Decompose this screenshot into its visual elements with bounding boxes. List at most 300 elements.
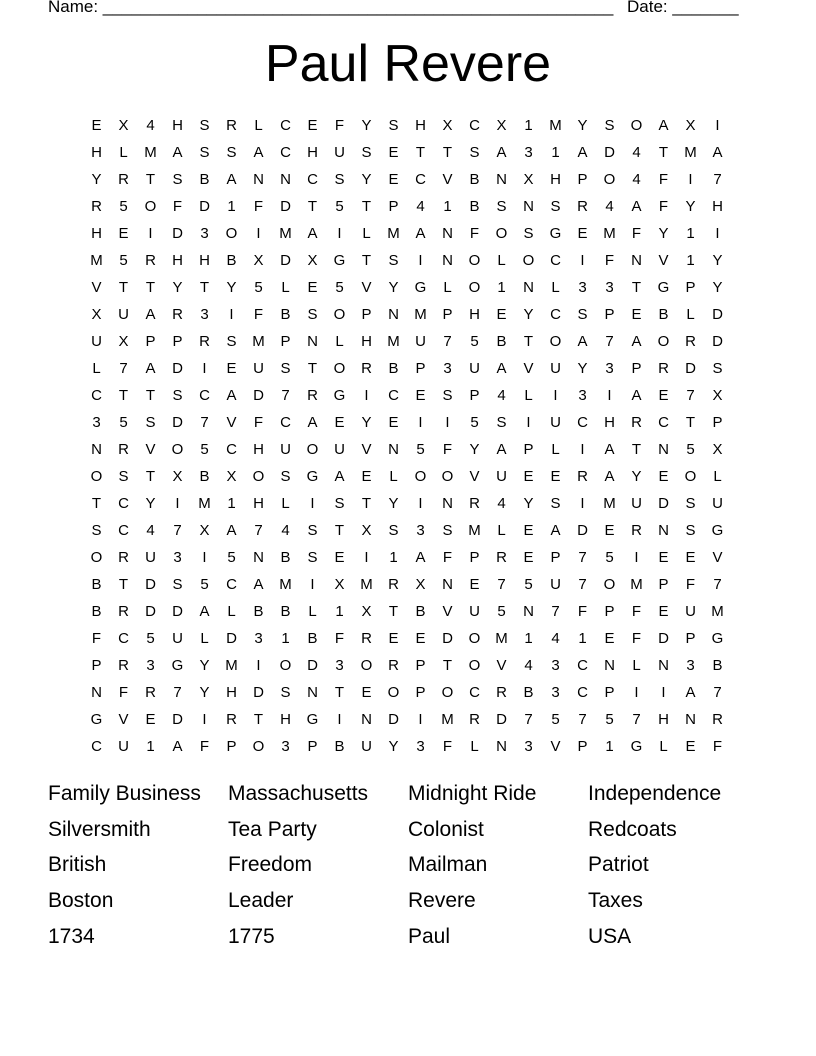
grid-letter: C <box>280 144 291 161</box>
grid-letter: G <box>333 387 346 404</box>
grid-letter: 7 <box>524 711 533 728</box>
grid-letter: G <box>306 468 319 485</box>
grid-letter: P <box>415 657 426 674</box>
grid-letter: E <box>388 414 399 431</box>
grid-letter: I <box>688 171 693 188</box>
grid-letter: S <box>577 306 588 323</box>
word-search-grid <box>83 112 731 760</box>
grid-letter: E <box>334 549 345 566</box>
grid-letter: A <box>604 441 615 458</box>
grid-letter: B <box>253 603 264 620</box>
grid-letter: Y <box>469 441 480 458</box>
grid-letter: X <box>226 468 237 485</box>
grid-letter: S <box>685 495 696 512</box>
grid-letter: T <box>658 144 669 161</box>
grid-letter: 1 <box>605 738 614 755</box>
grid-letter: P <box>226 738 237 755</box>
grid-letter: O <box>522 252 535 269</box>
grid-letter: P <box>172 333 183 350</box>
grid-letter: Y <box>91 171 102 188</box>
grid-letter: 3 <box>92 414 101 431</box>
grid-letter: M <box>387 225 400 242</box>
grid-letter: U <box>469 360 480 377</box>
grid-row <box>83 166 731 193</box>
grid-letter: O <box>414 468 427 485</box>
grid-letter: E <box>658 387 669 404</box>
grid-letter: 3 <box>551 657 560 674</box>
grid-letter: F <box>442 738 453 755</box>
grid-letter: E <box>145 711 156 728</box>
grid-row <box>83 544 731 571</box>
grid-letter: I <box>337 711 342 728</box>
grid-letter: B <box>415 603 426 620</box>
grid-letter: 3 <box>173 549 182 566</box>
grid-letter: M <box>603 495 616 512</box>
grid-letter: R <box>631 522 642 539</box>
grid-letter: O <box>495 225 508 242</box>
grid-letter: S <box>172 171 183 188</box>
grid-letter: 3 <box>578 387 587 404</box>
grid-letter: T <box>145 387 156 404</box>
grid-letter: A <box>226 522 237 539</box>
word-bank-item: Taxes <box>588 889 643 913</box>
grid-letter: I <box>310 576 315 593</box>
grid-letter: 1 <box>524 117 533 134</box>
grid-letter: X <box>685 117 696 134</box>
grid-letter: N <box>253 549 264 566</box>
grid-letter: H <box>604 414 615 431</box>
grid-letter: V <box>145 441 156 458</box>
grid-letter: I <box>337 225 342 242</box>
grid-letter: N <box>523 603 534 620</box>
grid-row <box>83 274 731 301</box>
grid-letter: 1 <box>281 630 290 647</box>
grid-letter: 1 <box>443 198 452 215</box>
grid-letter: M <box>603 225 616 242</box>
grid-letter: A <box>415 549 426 566</box>
grid-letter: E <box>658 549 669 566</box>
grid-letter: X <box>442 117 453 134</box>
grid-letter: 5 <box>119 414 128 431</box>
grid-letter: 5 <box>497 603 506 620</box>
grid-letter: E <box>523 468 534 485</box>
grid-letter: L <box>200 630 209 647</box>
grid-letter: 4 <box>524 657 533 674</box>
grid-letter: A <box>334 468 345 485</box>
grid-letter: Y <box>523 306 534 323</box>
grid-letter: 7 <box>173 522 182 539</box>
grid-letter: R <box>226 711 237 728</box>
grid-letter: C <box>658 414 669 431</box>
grid-letter: F <box>604 252 615 269</box>
grid-letter: E <box>658 468 669 485</box>
grid-letter: Y <box>577 117 588 134</box>
grid-letter: O <box>657 333 670 350</box>
grid-letter: E <box>523 549 534 566</box>
grid-letter: R <box>469 495 480 512</box>
grid-letter: V <box>226 414 237 431</box>
grid-letter: S <box>334 495 345 512</box>
grid-letter: 5 <box>227 549 236 566</box>
grid-letter: N <box>442 225 453 242</box>
grid-letter: T <box>388 603 399 620</box>
grid-letter: C <box>550 306 561 323</box>
grid-letter: 3 <box>146 657 155 674</box>
grid-letter: P <box>415 360 426 377</box>
grid-letter: C <box>577 414 588 431</box>
grid-letter: M <box>711 603 724 620</box>
grid-letter: 5 <box>686 441 695 458</box>
grid-letter: X <box>91 306 102 323</box>
grid-letter: 3 <box>524 144 533 161</box>
grid-letter: 3 <box>443 360 452 377</box>
grid-letter: A <box>496 360 507 377</box>
grid-letter: R <box>469 711 480 728</box>
grid-letter: P <box>469 549 480 566</box>
grid-letter: E <box>604 630 615 647</box>
grid-letter: L <box>632 657 641 674</box>
grid-letter: L <box>551 441 560 458</box>
grid-letter: C <box>415 171 426 188</box>
grid-letter: E <box>388 630 399 647</box>
grid-letter: G <box>630 738 643 755</box>
grid-letter: O <box>252 468 265 485</box>
grid-letter: F <box>469 225 480 242</box>
grid-letter: Y <box>712 252 723 269</box>
grid-letter: B <box>496 333 507 350</box>
grid-letter: C <box>91 738 102 755</box>
grid-letter: I <box>607 387 612 404</box>
grid-letter: M <box>549 117 562 134</box>
grid-letter: 1 <box>389 549 398 566</box>
grid-letter: N <box>307 333 318 350</box>
grid-letter: E <box>631 306 642 323</box>
grid-letter: R <box>712 711 723 728</box>
grid-letter: T <box>145 468 156 485</box>
grid-letter: 4 <box>146 117 155 134</box>
grid-letter: 4 <box>632 171 641 188</box>
grid-letter: S <box>523 225 534 242</box>
grid-letter: 7 <box>713 684 722 701</box>
grid-letter: T <box>334 522 345 539</box>
grid-letter: C <box>91 387 102 404</box>
word-bank-item: Mailman <box>408 853 488 877</box>
grid-letter: R <box>226 117 237 134</box>
grid-letter: B <box>91 576 102 593</box>
grid-letter: A <box>631 198 642 215</box>
grid-letter: S <box>172 387 183 404</box>
grid-letter: 7 <box>605 333 614 350</box>
grid-letter: A <box>712 144 723 161</box>
grid-letter: E <box>685 549 696 566</box>
word-bank-item: Leader <box>228 889 294 913</box>
grid-letter: 1 <box>578 630 587 647</box>
grid-letter: B <box>199 468 210 485</box>
grid-letter: O <box>630 117 643 134</box>
grid-letter: H <box>172 252 183 269</box>
grid-letter: P <box>91 657 102 674</box>
grid-letter: R <box>118 603 129 620</box>
grid-letter: B <box>280 306 291 323</box>
grid-letter: S <box>280 360 291 377</box>
grid-letter: D <box>658 630 669 647</box>
grid-letter: 4 <box>416 198 425 215</box>
grid-letter: E <box>496 306 507 323</box>
grid-letter: M <box>360 576 373 593</box>
grid-letter: R <box>361 360 372 377</box>
grid-letter: N <box>91 684 102 701</box>
grid-letter: X <box>118 117 129 134</box>
grid-letter: O <box>549 333 562 350</box>
grid-letter: L <box>119 144 128 161</box>
grid-letter: O <box>684 468 697 485</box>
grid-letter: I <box>553 387 558 404</box>
grid-letter: S <box>388 252 399 269</box>
grid-letter: S <box>550 495 561 512</box>
grid-letter: 1 <box>686 225 695 242</box>
word-bank-item: 1775 <box>228 924 275 948</box>
grid-letter: 7 <box>686 387 695 404</box>
grid-letter: H <box>307 144 318 161</box>
grid-letter: T <box>442 144 453 161</box>
grid-letter: D <box>280 198 291 215</box>
grid-letter: B <box>91 603 102 620</box>
grid-letter: D <box>172 225 183 242</box>
grid-letter: L <box>497 522 506 539</box>
grid-letter: G <box>306 711 319 728</box>
grid-letter: X <box>172 468 183 485</box>
grid-letter: M <box>630 576 643 593</box>
grid-letter: S <box>307 549 318 566</box>
grid-letter: S <box>685 522 696 539</box>
grid-letter: G <box>711 522 724 539</box>
grid-letter: I <box>715 117 720 134</box>
grid-letter: C <box>118 630 129 647</box>
grid-letter: G <box>711 630 724 647</box>
grid-row <box>83 517 731 544</box>
grid-letter: I <box>202 360 207 377</box>
grid-letter: 7 <box>578 549 587 566</box>
grid-letter: N <box>388 306 399 323</box>
grid-letter: R <box>199 333 210 350</box>
grid-letter: 7 <box>281 387 290 404</box>
grid-letter: B <box>307 630 318 647</box>
grid-letter: E <box>388 171 399 188</box>
grid-letter: F <box>631 630 642 647</box>
grid-letter: B <box>469 171 480 188</box>
grid-letter: 5 <box>605 549 614 566</box>
grid-letter: E <box>388 144 399 161</box>
grid-letter: U <box>550 414 561 431</box>
word-bank-item: Patriot <box>588 853 649 877</box>
grid-letter: C <box>280 117 291 134</box>
grid-letter: I <box>202 711 207 728</box>
grid-letter: N <box>523 279 534 296</box>
grid-letter: 5 <box>335 198 344 215</box>
grid-letter: N <box>442 252 453 269</box>
grid-letter: E <box>361 468 372 485</box>
grid-letter: 3 <box>524 738 533 755</box>
grid-letter: L <box>524 387 533 404</box>
grid-letter: D <box>253 387 264 404</box>
grid-letter: F <box>253 198 264 215</box>
grid-letter: Y <box>226 279 237 296</box>
grid-letter: C <box>118 495 129 512</box>
grid-letter: I <box>256 225 261 242</box>
grid-letter: Y <box>685 198 696 215</box>
grid-letter: A <box>145 306 156 323</box>
grid-letter: E <box>118 225 129 242</box>
grid-letter: F <box>631 603 642 620</box>
grid-letter: S <box>550 198 561 215</box>
grid-letter: L <box>227 603 236 620</box>
grid-letter: 4 <box>605 198 614 215</box>
grid-letter: N <box>658 657 669 674</box>
grid-letter: 1 <box>686 252 695 269</box>
grid-letter: U <box>334 144 345 161</box>
grid-letter: H <box>658 711 669 728</box>
grid-letter: O <box>144 198 157 215</box>
grid-letter: P <box>307 738 318 755</box>
grid-letter: X <box>712 441 723 458</box>
grid-letter: C <box>280 414 291 431</box>
page-title: Paul Revere <box>264 35 552 93</box>
grid-letter: C <box>469 117 480 134</box>
grid-letter: S <box>280 684 291 701</box>
grid-letter: U <box>631 495 642 512</box>
grid-letter: T <box>145 171 156 188</box>
grid-letter: E <box>658 603 669 620</box>
grid-letter: S <box>118 468 129 485</box>
grid-row <box>83 409 731 436</box>
grid-letter: T <box>253 711 264 728</box>
grid-letter: U <box>496 468 507 485</box>
grid-letter: 1 <box>335 603 344 620</box>
grid-letter: N <box>604 657 615 674</box>
grid-letter: B <box>469 198 480 215</box>
grid-letter: T <box>631 441 642 458</box>
grid-letter: C <box>199 387 210 404</box>
grid-letter: E <box>523 522 534 539</box>
grid-letter: M <box>414 306 427 323</box>
grid-letter: T <box>523 333 534 350</box>
grid-letter: Y <box>712 279 723 296</box>
grid-letter: H <box>226 684 237 701</box>
grid-letter: U <box>685 603 696 620</box>
grid-letter: N <box>388 441 399 458</box>
grid-letter: S <box>388 117 399 134</box>
grid-letter: F <box>442 549 453 566</box>
grid-row <box>83 571 731 598</box>
grid-letter: E <box>334 414 345 431</box>
grid-letter: E <box>685 738 696 755</box>
grid-letter: I <box>526 414 531 431</box>
word-bank <box>48 776 768 954</box>
grid-letter: R <box>577 468 588 485</box>
grid-letter: S <box>199 117 210 134</box>
grid-letter: O <box>603 171 616 188</box>
grid-letter: B <box>280 549 291 566</box>
grid-letter: I <box>634 684 639 701</box>
grid-row <box>83 355 731 382</box>
grid-letter: D <box>172 360 183 377</box>
grid-letter: C <box>118 522 129 539</box>
grid-letter: G <box>414 279 427 296</box>
grid-letter: O <box>90 468 103 485</box>
grid-letter: T <box>685 414 696 431</box>
grid-row <box>83 679 731 706</box>
grid-letter: U <box>145 549 156 566</box>
grid-letter: 7 <box>173 684 182 701</box>
grid-letter: C <box>388 387 399 404</box>
grid-letter: E <box>415 387 426 404</box>
grid-letter: V <box>442 603 453 620</box>
grid-letter: Y <box>361 414 372 431</box>
grid-letter: A <box>550 522 561 539</box>
grid-letter: R <box>307 387 318 404</box>
grid-letter: H <box>361 333 372 350</box>
grid-letter: V <box>469 468 480 485</box>
grid-letter: F <box>334 117 345 134</box>
grid-letter: A <box>577 333 588 350</box>
grid-letter: 4 <box>281 522 290 539</box>
grid-row <box>83 652 731 679</box>
grid-letter: 1 <box>524 630 533 647</box>
grid-letter: G <box>549 225 562 242</box>
grid-letter: 3 <box>281 738 290 755</box>
grid-row <box>83 301 731 328</box>
grid-letter: C <box>307 171 318 188</box>
grid-letter: A <box>496 441 507 458</box>
grid-letter: P <box>145 333 156 350</box>
grid-letter: X <box>361 603 372 620</box>
grid-letter: M <box>252 333 265 350</box>
grid-letter: A <box>253 144 264 161</box>
grid-letter: O <box>468 630 481 647</box>
grid-letter: L <box>713 468 722 485</box>
grid-letter: Y <box>361 171 372 188</box>
grid-letter: V <box>361 441 372 458</box>
grid-letter: 5 <box>200 576 209 593</box>
grid-letter: H <box>550 171 561 188</box>
grid-row <box>83 382 731 409</box>
grid-letter: H <box>91 144 102 161</box>
grid-letter: T <box>361 495 372 512</box>
grid-letter: N <box>442 576 453 593</box>
grid-letter: 5 <box>470 333 479 350</box>
grid-letter: F <box>118 684 129 701</box>
grid-letter: X <box>199 522 210 539</box>
grid-letter: R <box>172 306 183 323</box>
grid-letter: F <box>91 630 102 647</box>
grid-letter: S <box>226 333 237 350</box>
grid-letter: 3 <box>416 522 425 539</box>
grid-letter: I <box>310 495 315 512</box>
grid-letter: M <box>387 333 400 350</box>
grid-letter: V <box>91 279 102 296</box>
grid-letter: P <box>550 549 561 566</box>
grid-letter: F <box>658 171 669 188</box>
grid-letter: P <box>604 306 615 323</box>
grid-letter: I <box>364 387 369 404</box>
grid-row <box>83 328 731 355</box>
grid-letter: 7 <box>632 711 641 728</box>
grid-letter: 5 <box>200 441 209 458</box>
grid-row <box>83 193 731 220</box>
grid-letter: 1 <box>227 198 236 215</box>
grid-letter: 1 <box>146 738 155 755</box>
grid-letter: 5 <box>470 414 479 431</box>
